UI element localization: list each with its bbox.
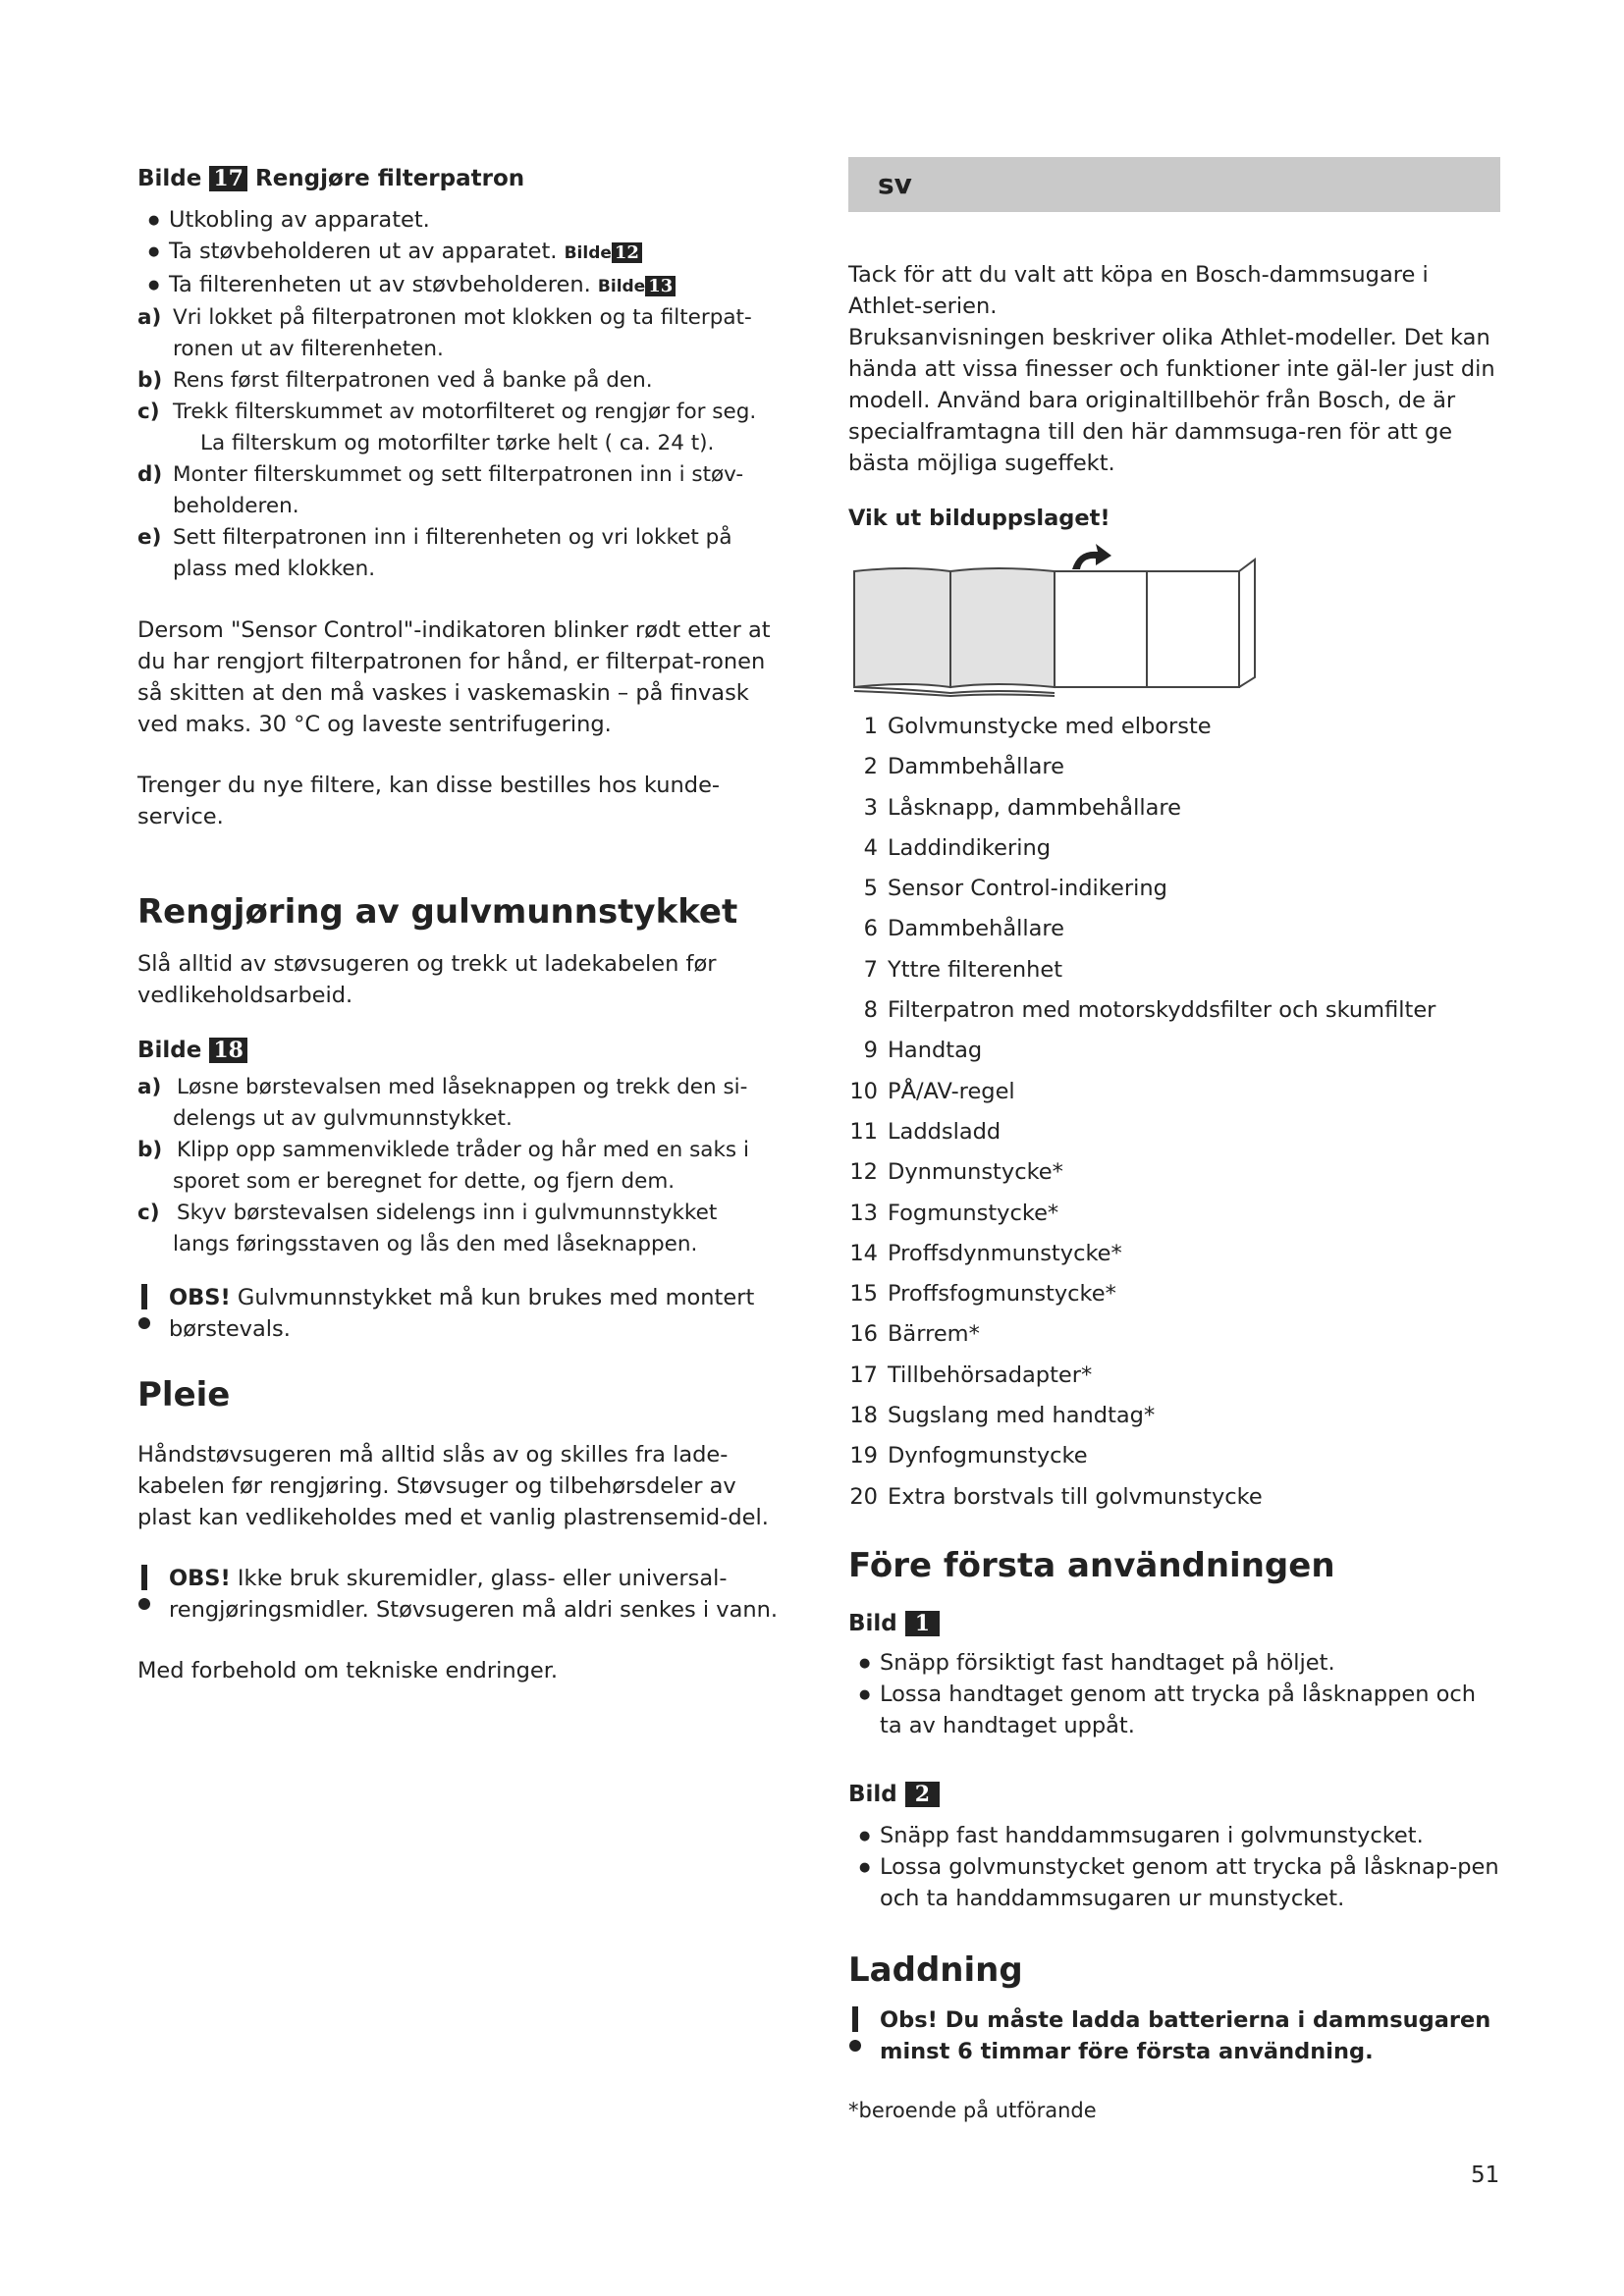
step-item: d) Monter filterskummet og sett filterpatronen inn i støv- bbox=[137, 462, 744, 487]
section-heading: Pleie bbox=[137, 1375, 231, 1415]
step-item: b) Klipp opp sammenviklede tråder og hår med en saks i bbox=[137, 1138, 749, 1162]
step-item: b) Rens først filterpatronen ved å banke på den. bbox=[137, 368, 653, 393]
list-item: 18 Sugslang med handtag* bbox=[849, 1403, 1156, 1429]
list-item: 1 Golvmunstycke med elborste bbox=[863, 714, 1212, 739]
paragraph: Med forbehold om tekniske endringer. bbox=[137, 1658, 559, 1683]
step-item: e) Sett filterpatronen inn i filterenheten og vri lokket på bbox=[137, 525, 732, 550]
list-item: 20 Extra borstvals till golvmunstycke bbox=[849, 1483, 1263, 1510]
figure-ref-label: Bilde bbox=[137, 1038, 202, 1063]
figure-number: 1 bbox=[905, 1611, 940, 1636]
paragraph: Slå alltid av støvsugeren og trekk ut ladekabelen før vedlikeholdsarbeid. bbox=[137, 951, 717, 1008]
step-item: a) Løsne børstevalsen med låseknappen og trekk den si- bbox=[137, 1075, 748, 1099]
list-item: 14 Proffsdynmunstycke* bbox=[849, 1240, 1122, 1266]
footnote: *beroende på utförande bbox=[848, 2098, 1097, 2122]
list-item: ● Ta støvbeholderen ut av apparatet. Bilde 12 bbox=[137, 236, 795, 269]
list-item: ● Lossa golvmunstycket genom att trycka på låsknap-pen och ta handdammsugaren ur munstycket. bbox=[848, 1851, 1500, 1914]
exclamation-icon bbox=[137, 1565, 151, 1610]
list-item: ● Utkobling av apparatet. bbox=[137, 204, 795, 236]
booklet-icon bbox=[848, 540, 1261, 697]
step-item: a) Vri lokket på filterpatronen mot klokken og ta filterpat- bbox=[137, 305, 752, 330]
bullet-list bbox=[137, 204, 795, 302]
left-column bbox=[137, 157, 795, 1686]
bullet-list bbox=[848, 1647, 1500, 1741]
figure-ref-label: Bilde bbox=[137, 166, 202, 191]
figure-number: 18 bbox=[209, 1038, 247, 1063]
list-item: 4 Laddindikering bbox=[863, 834, 1052, 861]
warning-note: OBS! Ikke bruk skuremidler, glass- eller universal-rengjøringsmidler. Støvsugeren må aldri senkes i vann. bbox=[137, 1563, 795, 1626]
list-item: 9 Handtag bbox=[863, 1038, 983, 1064]
section-title: Rengjøre filterpatron bbox=[255, 166, 525, 191]
list-item: 2 Dammbehållare bbox=[863, 754, 1065, 780]
figure-ref-label: Bild bbox=[848, 1610, 897, 1636]
exclamation-icon bbox=[848, 2006, 862, 2052]
paragraph: Tack för att du valt att köpa en Bosch-dammsugare i Athlet-serien. bbox=[848, 262, 1429, 319]
figure-ref-label: Bild bbox=[848, 1781, 897, 1807]
list-item: 11 Laddsladd bbox=[849, 1118, 1001, 1145]
paragraph: Bruksanvisningen beskriver olika Athlet-modeller. Det kan hända att vissa finesser och funktioner inte gäl-ler just din modell. Använd bara originaltillbehör från Bosch, de är specialframtagna till den här dammsuga-ren för att ge bästa möjliga sugeffekt. bbox=[848, 325, 1495, 476]
list-item: ● Snäpp försiktigt fast handtaget på höljet. bbox=[848, 1647, 1500, 1679]
section-care bbox=[137, 1372, 795, 1686]
list-item: 8 Filterpatron med motorskyddsfilter och skumfilter bbox=[863, 997, 1436, 1024]
list-item: 12 Dynmunstycke* bbox=[849, 1159, 1063, 1186]
fold-out-note: Vik ut bilduppslaget! bbox=[848, 506, 1110, 531]
list-item: 10 PÅ/AV-regel bbox=[849, 1078, 1015, 1104]
section-heading: Rengjøring av gulvmunnstykket bbox=[137, 892, 738, 932]
list-item: 13 Fogmunstycke* bbox=[849, 1200, 1059, 1226]
section-charging bbox=[848, 1948, 1500, 2067]
section-filter-cleaning bbox=[137, 161, 795, 832]
exclamation-icon bbox=[137, 1284, 151, 1329]
list-item: 15 Proffsfogmunstycke* bbox=[849, 1281, 1116, 1308]
paragraph: Håndstøvsugeren må alltid slås av og skilles fra lade-kabelen før rengjøring. Støvsuger og tilbehørsdeler av plast kan vedlikeholdes med et vanlig plastrensemid-del. bbox=[137, 1442, 769, 1530]
list-item: 17 Tillbehörsadapter* bbox=[849, 1362, 1093, 1388]
list-item: ● Lossa handtaget genom att trycka på låsknappen och ta av handtaget uppåt. bbox=[848, 1679, 1500, 1741]
section-floor-nozzle bbox=[137, 889, 795, 1345]
step-list: a) Løsne børstevalsen med låseknappen og trekk den si- delengs ut av gulvmunnstykket. b) Klipp opp sammenviklede tråder og hår med en saks i sporet som er beregnet for dette, og fjern dem. c) Skyv børstevalsen sidelengs inn i gulvmunnstykket langs føringsstaven og lås den med låseknappen. bbox=[137, 1072, 795, 1260]
foldout-illustration bbox=[848, 540, 1500, 697]
list-item: 19 Dynfogmunstycke bbox=[849, 1443, 1088, 1469]
figure-number: 17 bbox=[209, 166, 247, 191]
warning-note: Obs! Du måste ladda batterierna i dammsugaren minst 6 timmar före första användning. bbox=[848, 2004, 1500, 2067]
parts-list bbox=[848, 707, 1500, 1518]
paragraph: Trenger du nye filtere, kan disse bestilles hos kunde-service. bbox=[137, 773, 721, 829]
language-header: sv bbox=[848, 157, 1500, 212]
list-item: 5 Sensor Control-indikering bbox=[863, 876, 1167, 902]
step-item: c) Skyv børstevalsen sidelengs inn i gulvmunnstykket bbox=[137, 1201, 718, 1225]
list-item: ● Ta filterenheten ut av støvbeholderen. Bilde 13 bbox=[137, 269, 795, 302]
list-item: ● Snäpp fast handdammsugaren i golvmunstycket. bbox=[848, 1820, 1500, 1851]
figure-number: 2 bbox=[905, 1782, 940, 1807]
section-heading: Före första användningen bbox=[848, 1545, 1335, 1585]
bullet-list bbox=[848, 1820, 1500, 1914]
section-heading: Laddning bbox=[848, 1949, 1023, 1990]
list-item: 6 Dammbehållare bbox=[863, 916, 1065, 942]
warning-note: OBS! Gulvmunnstykket må kun brukes med montert børstevals. bbox=[137, 1282, 795, 1345]
page-number: 51 bbox=[1471, 2163, 1500, 2188]
paragraph: Dersom "Sensor Control"-indikatoren blinker rødt etter at du har rengjort filterpatronen for hånd, er filterpat-ronen så skitten at den må vaskes i vaskemaskin – på finvask ved maks. 30 °C og laveste sentrifugering. bbox=[137, 617, 771, 737]
step-item: c) Trekk filterskummet av motorfilteret og rengjør for seg. bbox=[137, 400, 757, 424]
right-column bbox=[848, 157, 1500, 2126]
step-list: a) Vri lokket på filterpatronen mot klokken og ta filterpat- ronen ut av filterenheten. b) Rens først filterpatronen ved å banke på den. c) Trekk filterskummet av motorfilteret og rengjør for seg. La filterskum og motorfilter tørke helt ( ca. 24 t). d) Monter filterskummet og sett filterpatronen inn i støv- beholderen. e) Sett filterpatronen inn i filterenheten og vri lokket på plass med klokken. bbox=[137, 302, 795, 585]
section-first-use bbox=[848, 1543, 1500, 1914]
list-item: 3 Låsknapp, dammbehållare bbox=[863, 794, 1181, 821]
list-item: 7 Yttre filterenhet bbox=[863, 956, 1063, 983]
list-item: 16 Bärrem* bbox=[849, 1321, 980, 1348]
